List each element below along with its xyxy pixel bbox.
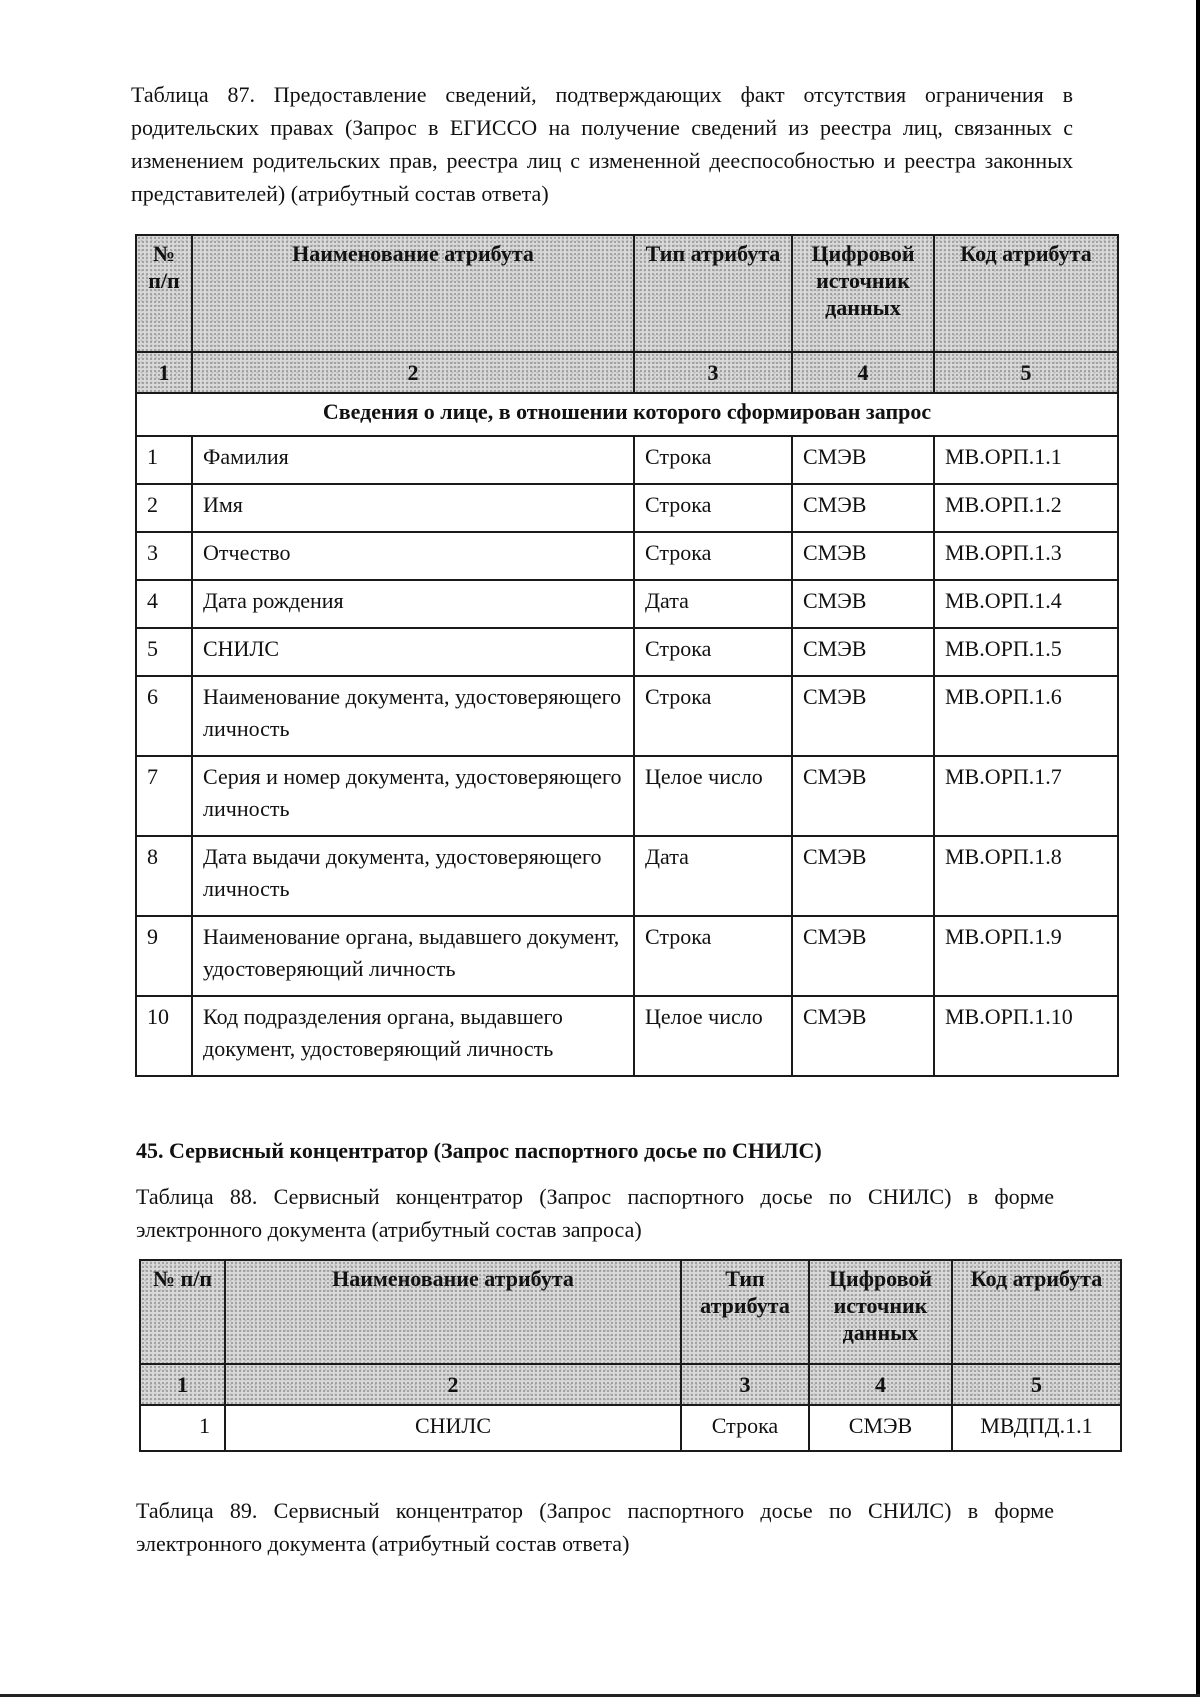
header-source: Цифровой источник данных (809, 1260, 952, 1364)
cell-name: Дата выдачи документа, удостоверяющего личность (192, 836, 634, 916)
col-number: 1 (136, 352, 192, 393)
cell-name: Дата рождения (192, 580, 634, 628)
table-row (136, 756, 1118, 836)
section-heading: 45. Сервисный концентратор (Запрос паспортного досье по СНИЛС) (136, 1138, 822, 1163)
cell-type: Строка (634, 532, 792, 580)
cell-source: СМЭВ (792, 484, 934, 532)
table88 (139, 1259, 1122, 1452)
cell-source: СМЭВ (792, 676, 934, 756)
cell-num: 4 (136, 580, 192, 628)
cell-name: Имя (192, 484, 634, 532)
section-title: Сведения о лице, в отношении которого сформирован запрос (136, 393, 1118, 436)
table-row (136, 676, 1118, 756)
header-num: № п/п (140, 1260, 225, 1364)
header-name: Наименование атрибута (192, 235, 634, 352)
cell-num: 1 (140, 1405, 225, 1451)
cell-code: МВ.ОРП.1.6 (934, 676, 1118, 756)
cell-type: Строка (634, 628, 792, 676)
table87-colnum-row (136, 352, 1118, 393)
cell-name: СНИЛС (192, 628, 634, 676)
col-number: 5 (952, 1364, 1121, 1405)
cell-code: МВ.ОРП.1.9 (934, 916, 1118, 996)
header-code: Код атрибута (952, 1260, 1121, 1364)
col-number: 1 (140, 1364, 225, 1405)
table88-caption: Таблица 88. Сервисный концентратор (Запрос паспортного досье по СНИЛС) в форме электронного документа (атрибутный состав запроса) (136, 1184, 1054, 1242)
cell-type: Целое число (634, 756, 792, 836)
table-row (136, 836, 1118, 916)
cell-num: 8 (136, 836, 192, 916)
cell-source: СМЭВ (792, 756, 934, 836)
col-number: 4 (809, 1364, 952, 1405)
cell-type: Строка (634, 484, 792, 532)
cell-code: МВДПД.1.1 (952, 1405, 1121, 1451)
cell-code: МВ.ОРП.1.2 (934, 484, 1118, 532)
table87-header-row (136, 235, 1118, 352)
cell-type: Целое число (634, 996, 792, 1076)
cell-type: Строка (634, 436, 792, 484)
header-type: Тип атрибута (634, 235, 792, 352)
table-row (136, 484, 1118, 532)
cell-type: Строка (681, 1405, 809, 1451)
cell-num: 2 (136, 484, 192, 532)
cell-type: Строка (634, 676, 792, 756)
header-name: Наименование атрибута (225, 1260, 681, 1364)
table-row (136, 532, 1118, 580)
cell-code: МВ.ОРП.1.1 (934, 436, 1118, 484)
table-row (136, 628, 1118, 676)
table-row (136, 996, 1118, 1076)
col-number: 5 (934, 352, 1118, 393)
cell-type: Строка (634, 916, 792, 996)
table-row (136, 436, 1118, 484)
header-code: Код атрибута (934, 235, 1118, 352)
cell-code: МВ.ОРП.1.4 (934, 580, 1118, 628)
cell-source: СМЭВ (792, 532, 934, 580)
col-number: 3 (681, 1364, 809, 1405)
cell-source: СМЭВ (792, 836, 934, 916)
cell-name: Наименование органа, выдавшего документ, удостоверяющий личность (192, 916, 634, 996)
cell-code: МВ.ОРП.1.7 (934, 756, 1118, 836)
cell-name: Наименование документа, удостоверяющего личность (192, 676, 634, 756)
col-number: 3 (634, 352, 792, 393)
cell-name: Отчество (192, 532, 634, 580)
cell-num: 10 (136, 996, 192, 1076)
table-row (140, 1405, 1121, 1451)
cell-source: СМЭВ (792, 916, 934, 996)
cell-code: МВ.ОРП.1.8 (934, 836, 1118, 916)
cell-code: МВ.ОРП.1.5 (934, 628, 1118, 676)
cell-num: 6 (136, 676, 192, 756)
table88-colnum-row (140, 1364, 1121, 1405)
cell-num: 1 (136, 436, 192, 484)
col-number: 4 (792, 352, 934, 393)
cell-source: СМЭВ (792, 436, 934, 484)
cell-type: Дата (634, 836, 792, 916)
cell-name: Серия и номер документа, удостоверяющего личность (192, 756, 634, 836)
cell-num: 7 (136, 756, 192, 836)
cell-name: Фамилия (192, 436, 634, 484)
table87-caption: Таблица 87. Предоставление сведений, подтверждающих факт отсутствия ограничения в родительских правах (Запрос в ЕГИССО на получение сведений из реестра лиц, связанных с изменением родительских прав, реестра лиц с измененной дееспособностью и реестра законных представителей) (атрибутный состав ответа) (131, 82, 1073, 206)
cell-source: СМЭВ (792, 996, 934, 1076)
cell-name: Код подразделения органа, выдавшего документ, удостоверяющий личность (192, 996, 634, 1076)
table88-header-row (140, 1260, 1121, 1364)
cell-code: МВ.ОРП.1.3 (934, 532, 1118, 580)
col-number: 2 (192, 352, 634, 393)
cell-name: СНИЛС (225, 1405, 681, 1451)
cell-num: 5 (136, 628, 192, 676)
scan-edge (1196, 0, 1200, 1697)
cell-source: СМЭВ (792, 580, 934, 628)
cell-source: СМЭВ (809, 1405, 952, 1451)
cell-code: МВ.ОРП.1.10 (934, 996, 1118, 1076)
cell-num: 3 (136, 532, 192, 580)
header-num: № п/п (136, 235, 192, 352)
table87-section-row (136, 393, 1118, 436)
table87 (135, 234, 1119, 1077)
table89-caption: Таблица 89. Сервисный концентратор (Запрос паспортного досье по СНИЛС) в форме электронного документа (атрибутный состав ответа) (136, 1498, 1054, 1556)
header-type: Тип атрибута (681, 1260, 809, 1364)
cell-source: СМЭВ (792, 628, 934, 676)
header-source: Цифровой источник данных (792, 235, 934, 352)
table-row (136, 580, 1118, 628)
cell-type: Дата (634, 580, 792, 628)
table-row (136, 916, 1118, 996)
cell-num: 9 (136, 916, 192, 996)
col-number: 2 (225, 1364, 681, 1405)
